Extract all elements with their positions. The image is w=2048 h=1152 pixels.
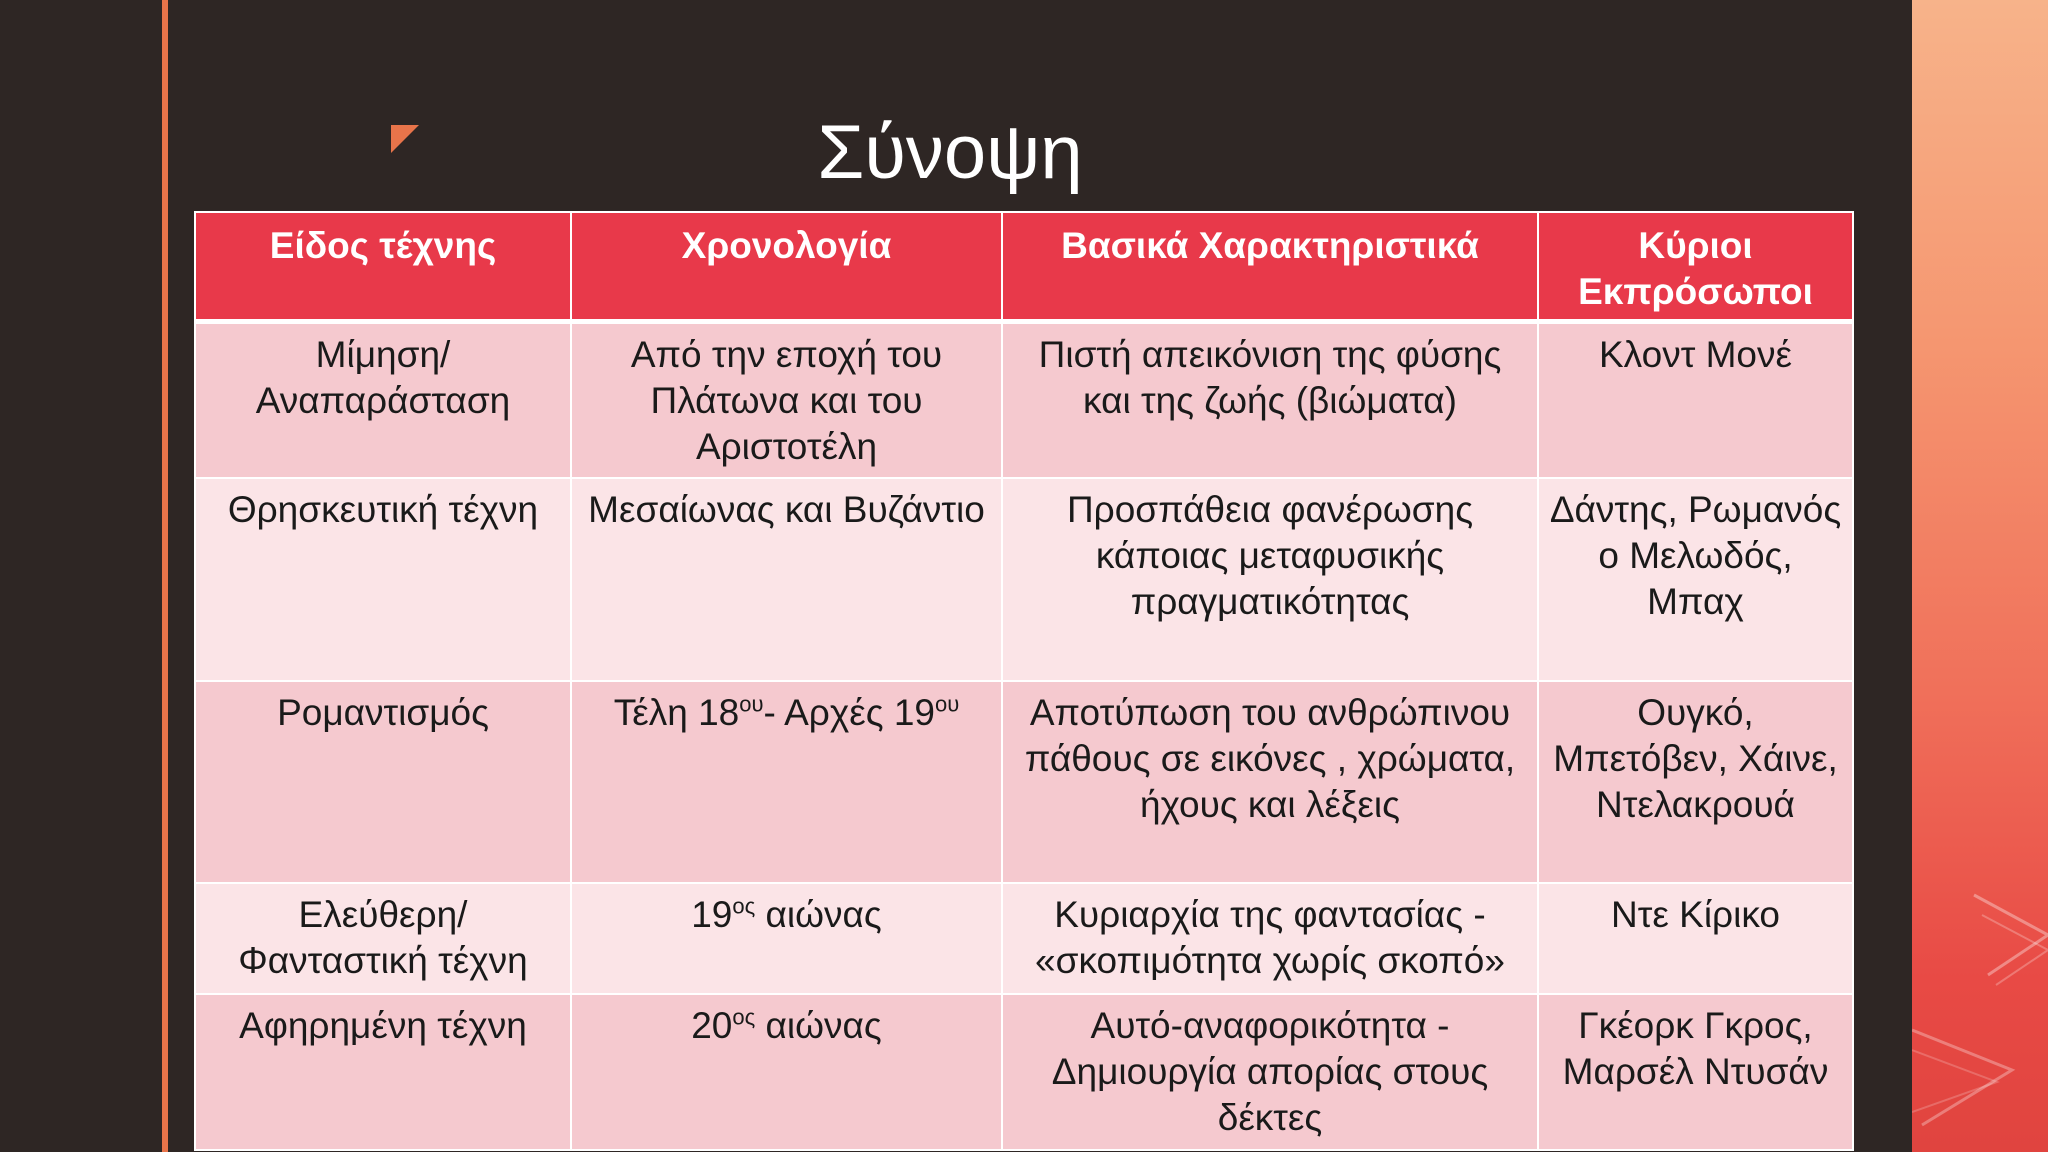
cell-text: Τέλη 18	[613, 692, 740, 733]
cell-art-type	[195, 883, 571, 994]
cell-art-type: Αφηρημένη τέχνη	[195, 994, 571, 1150]
table-row	[195, 994, 1853, 1150]
cell-representatives: Δάντης, Ρωμανός ο Μελωδός, Μπαχ	[1538, 478, 1853, 681]
header-period: Χρονολογία	[571, 212, 1002, 322]
cell-features: Προσπάθεια φανέρωσης κάποιας μεταφυσικής πραγματικότητας	[1002, 478, 1538, 681]
cell-text: Μίμηση/	[315, 334, 451, 375]
ordinal-suffix: ου	[935, 691, 960, 717]
table-header-row	[195, 212, 1853, 322]
table-row	[195, 681, 1853, 883]
cell-text: 19	[691, 894, 733, 935]
cell-period	[571, 994, 1002, 1150]
cell-art-type: Ρομαντισμός	[195, 681, 571, 883]
cell-art-type	[195, 322, 571, 479]
cell-period: Από την εποχή του Πλάτωνα και του Αριστοτέλη	[571, 322, 1002, 479]
cell-period	[571, 883, 1002, 994]
ordinal-suffix: ου	[739, 691, 764, 717]
cell-text: 20	[691, 1005, 733, 1046]
ordinal-suffix: ος	[732, 1004, 756, 1030]
cell-representatives: Ουγκό, Μπετόβεν, Χάινε, Ντελακρουά	[1538, 681, 1853, 883]
decorative-chevrons	[1912, 0, 2048, 1152]
cell-features: Αποτύπωση του ανθρώπινου πάθους σε εικόνες , χρώματα, ήχους και λέξεις	[1002, 681, 1538, 883]
slide-title: Σύνοψη	[817, 110, 1083, 195]
cell-text: Αναπαράσταση	[255, 380, 511, 421]
ordinal-suffix: ος	[732, 893, 756, 919]
cell-text: Φανταστική τέχνη	[238, 940, 528, 981]
header-representatives: Κύριοι Εκπρόσωποι	[1538, 212, 1853, 322]
table-row	[195, 883, 1853, 994]
cell-representatives: Κλοντ Μονέ	[1538, 322, 1853, 479]
cell-features: Πιστή απεικόνιση της φύσης και της ζωής (βιώματα)	[1002, 322, 1538, 479]
left-accent-stripe	[162, 0, 168, 1152]
cell-text: αιώνας	[755, 894, 882, 935]
right-decorative-panel	[1912, 0, 2048, 1152]
cell-representatives: Ντε Κίρικο	[1538, 883, 1853, 994]
table-row	[195, 322, 1853, 479]
summary-table	[194, 211, 1854, 1151]
cell-representatives: Γκέορκ Γκρος, Μαρσέλ Ντυσάν	[1538, 994, 1853, 1150]
corner-triangle-icon	[391, 125, 419, 153]
cell-period	[571, 681, 1002, 883]
cell-art-type: Θρησκευτική τέχνη	[195, 478, 571, 681]
header-features: Βασικά Χαρακτηριστικά	[1002, 212, 1538, 322]
cell-features: Κυριαρχία της φαντασίας - «σκοπιμότητα χωρίς σκοπό»	[1002, 883, 1538, 994]
cell-features: Αυτό-αναφορικότητα - Δημιουργία απορίας στους δέκτες	[1002, 994, 1538, 1150]
table-row	[195, 478, 1853, 681]
cell-text: - Αρχές 19	[763, 692, 935, 733]
cell-period: Μεσαίωνας και Βυζάντιο	[571, 478, 1002, 681]
cell-text: Ελεύθερη/	[298, 894, 468, 935]
cell-text: αιώνας	[755, 1005, 882, 1046]
header-art-type: Είδος τέχνης	[195, 212, 571, 322]
